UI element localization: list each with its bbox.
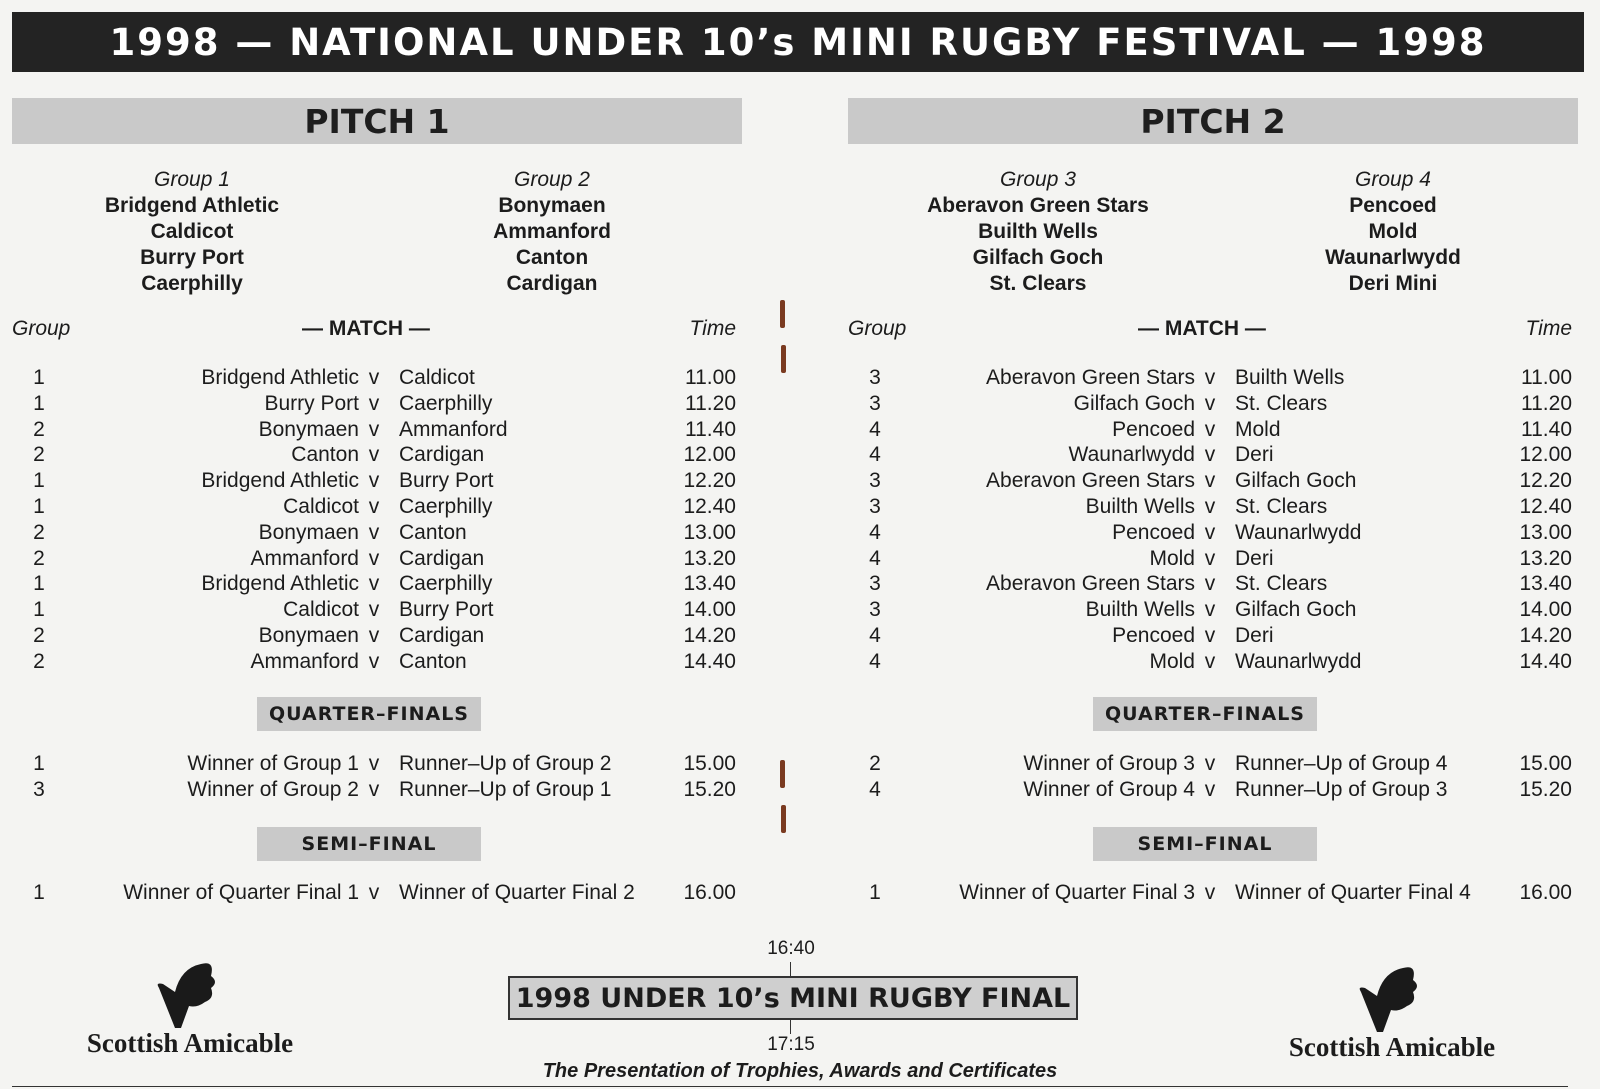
bottom-divider xyxy=(12,1086,1568,1087)
match-group: 3 xyxy=(869,598,881,622)
match-time: 12.00 xyxy=(1519,443,1572,467)
match-home-team: Gilfach Goch xyxy=(1073,391,1195,415)
match-time: 14.00 xyxy=(683,598,736,622)
match-home-team: Bridgend Athletic xyxy=(201,469,359,493)
match-away-team: Runner–Up of Group 3 xyxy=(1235,778,1448,801)
match-away-team: Cardigan xyxy=(399,443,485,467)
group-title: Group 3 xyxy=(1000,168,1076,191)
group-team: Cardigan xyxy=(506,272,598,295)
match-time: 14.40 xyxy=(1519,649,1572,673)
match-group: 2 xyxy=(33,520,45,544)
semi-final-header: SEMI–FINAL xyxy=(1093,827,1317,861)
match-away-team: Cardigan xyxy=(399,546,485,570)
match-versus: v xyxy=(1204,649,1216,673)
match-time: 13.20 xyxy=(683,546,736,570)
quarter-finals-header: QUARTER–FINALS xyxy=(257,697,481,731)
match-away-team: Winner of Quarter Final 4 xyxy=(1235,881,1471,904)
group-team: Waunarlwydd xyxy=(1325,246,1461,269)
match-away-team: Burry Port xyxy=(399,598,494,622)
match-away-team: Winner of Quarter Final 2 xyxy=(399,881,635,904)
match-away-team: Deri xyxy=(1235,443,1274,467)
fixture-row xyxy=(12,520,742,546)
fixture-row xyxy=(848,546,1578,572)
sponsor-name: Scottish Amicable xyxy=(86,1028,294,1058)
match-home-team: Aberavon Green Stars xyxy=(986,572,1195,596)
match-versus: v xyxy=(368,572,380,596)
match-versus: v xyxy=(1204,495,1216,518)
match-away-team: Deri xyxy=(1235,624,1274,647)
fixture-row xyxy=(848,520,1578,546)
fixture-row xyxy=(848,391,1578,417)
match-versus: v xyxy=(1204,520,1216,544)
match-versus: v xyxy=(368,520,380,544)
match-group: 2 xyxy=(33,649,45,673)
final-end-time: 17:15 xyxy=(767,1034,815,1055)
group-team: Ammanford xyxy=(493,220,611,243)
semi-final-row xyxy=(848,880,1578,906)
match-away-team: Burry Port xyxy=(399,469,494,493)
match-home-team: Caldicot xyxy=(283,598,359,622)
column-header-match: — MATCH — xyxy=(1138,317,1266,340)
match-home-team: Bonymaen xyxy=(258,520,359,544)
match-home-team: Builth Wells xyxy=(1085,598,1195,622)
match-time: 16.00 xyxy=(683,881,736,904)
match-away-team: Mold xyxy=(1235,417,1281,441)
semi-final-header: SEMI–FINAL xyxy=(257,827,481,861)
match-group: 1 xyxy=(33,469,45,493)
match-group: 1 xyxy=(33,572,45,596)
match-home-team: Winner of Group 2 xyxy=(187,778,359,801)
fixture-row xyxy=(12,417,742,443)
match-time: 14.40 xyxy=(683,649,736,673)
match-time: 12.00 xyxy=(683,443,736,467)
match-group: 4 xyxy=(869,546,881,570)
final-match-box xyxy=(508,976,1078,1020)
match-versus: v xyxy=(368,649,380,673)
match-group: 3 xyxy=(33,778,45,801)
match-versus: v xyxy=(368,391,380,415)
match-group: 3 xyxy=(869,366,881,389)
match-home-team: Bonymaen xyxy=(258,417,359,441)
match-away-team: Gilfach Goch xyxy=(1235,598,1357,622)
final-match-label: 1998 UNDER 10’s MINI RUGBY FINAL xyxy=(515,982,1071,1014)
group-team: Bridgend Athletic xyxy=(104,194,280,217)
scottish-amicable-logo-icon xyxy=(145,958,235,1030)
match-away-team: Builth Wells xyxy=(1235,366,1345,389)
group-team: Caldicot xyxy=(150,220,234,243)
match-away-team: St. Clears xyxy=(1235,391,1328,415)
match-time: 13.00 xyxy=(1519,520,1572,544)
match-home-team: Caldicot xyxy=(283,495,359,518)
match-group: 1 xyxy=(869,881,881,904)
match-away-team: Canton xyxy=(399,520,467,544)
match-versus: v xyxy=(1204,598,1216,622)
match-away-team: Canton xyxy=(399,649,467,673)
match-home-team: Pencoed xyxy=(1112,520,1195,544)
match-time: 15.20 xyxy=(1519,778,1572,801)
match-versus: v xyxy=(368,624,380,647)
column-header-group: Group xyxy=(848,317,907,340)
pitch-1-header: PITCH 1 xyxy=(12,98,742,144)
staple-mark xyxy=(780,760,785,788)
match-versus: v xyxy=(1204,443,1216,467)
group-1-list xyxy=(12,167,372,297)
match-away-team: Cardigan xyxy=(399,624,485,647)
match-versus: v xyxy=(368,881,380,904)
match-time: 11.40 xyxy=(685,417,736,441)
match-time: 14.20 xyxy=(1519,624,1572,647)
timeline-tick xyxy=(790,962,791,976)
match-versus: v xyxy=(368,417,380,441)
sponsor-logo-right xyxy=(1272,962,1512,1072)
match-home-team: Winner of Group 1 xyxy=(187,752,359,775)
match-group: 1 xyxy=(33,366,45,389)
match-versus: v xyxy=(1204,572,1216,596)
group-team: Deri Mini xyxy=(1348,272,1438,295)
fixture-row xyxy=(848,417,1578,443)
match-group: 2 xyxy=(33,624,45,647)
group-team: St. Clears xyxy=(989,272,1087,295)
fixture-row xyxy=(12,365,742,391)
presentation-note: The Presentation of Trophies, Awards and Certificates xyxy=(542,1060,1058,1082)
match-home-team: Winner of Group 4 xyxy=(1023,778,1195,801)
group-4-list xyxy=(1213,167,1573,297)
fixture-row xyxy=(848,494,1578,520)
match-versus: v xyxy=(368,366,380,389)
match-versus: v xyxy=(368,778,380,801)
match-time: 11.00 xyxy=(685,366,736,389)
match-versus: v xyxy=(1204,624,1216,647)
match-time: 16.00 xyxy=(1519,881,1572,904)
match-home-team: Bridgend Athletic xyxy=(201,572,359,596)
fixture-row xyxy=(12,494,742,520)
group-2-list xyxy=(372,167,732,297)
group-title: Group 2 xyxy=(514,168,590,191)
match-group: 1 xyxy=(33,752,45,775)
fixture-row xyxy=(12,468,742,494)
staple-mark xyxy=(781,805,786,833)
match-away-team: Caerphilly xyxy=(399,391,493,415)
quarter-final-row xyxy=(848,777,1578,803)
fixture-row xyxy=(12,597,742,623)
scottish-amicable-logo-icon xyxy=(1347,962,1437,1034)
match-group: 2 xyxy=(33,443,45,467)
fixture-row xyxy=(12,546,742,572)
semi-final-row xyxy=(12,880,742,906)
match-home-team: Ammanford xyxy=(250,546,359,570)
match-group: 2 xyxy=(33,417,45,441)
fixture-row xyxy=(848,442,1578,468)
match-versus: v xyxy=(368,546,380,570)
festival-title-banner xyxy=(12,12,1584,72)
match-home-team: Winner of Quarter Final 3 xyxy=(959,881,1195,904)
match-away-team: Runner–Up of Group 2 xyxy=(399,752,612,775)
fixture-row xyxy=(848,649,1578,675)
match-group: 4 xyxy=(869,520,881,544)
group-team: Bonymaen xyxy=(498,194,606,217)
fixture-row xyxy=(12,391,742,417)
match-group: 4 xyxy=(869,624,881,647)
match-versus: v xyxy=(368,495,380,518)
match-home-team: Builth Wells xyxy=(1085,495,1195,518)
match-home-team: Waunarlwydd xyxy=(1068,443,1195,467)
match-away-team: St. Clears xyxy=(1235,572,1328,596)
match-away-team: Runner–Up of Group 4 xyxy=(1235,752,1448,775)
fixture-row xyxy=(12,442,742,468)
match-time: 15.00 xyxy=(1519,752,1572,775)
match-away-team: Deri xyxy=(1235,546,1274,570)
match-group: 1 xyxy=(33,881,45,904)
group-team: Pencoed xyxy=(1349,194,1437,217)
group-team: Builth Wells xyxy=(978,220,1098,243)
match-group: 3 xyxy=(869,572,881,596)
match-time: 15.00 xyxy=(683,752,736,775)
match-home-team: Aberavon Green Stars xyxy=(986,469,1195,493)
match-away-team: Caerphilly xyxy=(399,572,493,596)
match-time: 13.40 xyxy=(1519,572,1572,596)
sponsor-name: Scottish Amicable xyxy=(1288,1032,1496,1062)
match-versus: v xyxy=(1204,391,1216,415)
match-time: 12.40 xyxy=(1519,495,1572,518)
match-time: 13.00 xyxy=(683,520,736,544)
match-home-team: Mold xyxy=(1149,649,1195,673)
match-versus: v xyxy=(1204,417,1216,441)
column-header-group: Group xyxy=(12,317,71,340)
match-home-team: Aberavon Green Stars xyxy=(986,366,1195,389)
fixture-row xyxy=(848,571,1578,597)
match-home-team: Burry Port xyxy=(264,391,359,415)
fixture-row xyxy=(12,571,742,597)
column-header-time: Time xyxy=(689,317,736,340)
match-time: 15.20 xyxy=(683,778,736,801)
festival-title: 1998 — NATIONAL UNDER 10’s MINI RUGBY FESTIVAL — 1998 xyxy=(109,20,1487,64)
group-team: Caerphilly xyxy=(141,272,243,295)
quarter-finals-header: QUARTER–FINALS xyxy=(1093,697,1317,731)
match-versus: v xyxy=(1204,778,1216,801)
match-group: 1 xyxy=(33,391,45,415)
match-time: 12.40 xyxy=(683,495,736,518)
match-versus: v xyxy=(368,598,380,622)
match-time: 14.00 xyxy=(1519,598,1572,622)
group-title: Group 4 xyxy=(1355,168,1431,191)
match-home-team: Pencoed xyxy=(1112,417,1195,441)
match-group: 3 xyxy=(869,495,881,518)
fixture-row xyxy=(12,649,742,675)
match-away-team: St. Clears xyxy=(1235,495,1328,518)
match-home-team: Bridgend Athletic xyxy=(201,366,359,389)
fixture-row xyxy=(12,623,742,649)
match-group: 4 xyxy=(869,417,881,441)
match-versus: v xyxy=(1204,469,1216,493)
staple-mark xyxy=(780,300,785,328)
match-time: 12.20 xyxy=(683,469,736,493)
match-away-team: Caerphilly xyxy=(399,495,493,518)
fixture-row xyxy=(848,468,1578,494)
final-start-time: 16:40 xyxy=(767,938,815,959)
match-away-team: Ammanford xyxy=(399,417,508,441)
match-versus: v xyxy=(1204,881,1216,904)
match-time: 14.20 xyxy=(683,624,736,647)
match-time: 11.20 xyxy=(685,391,736,415)
fixture-row xyxy=(848,597,1578,623)
match-versus: v xyxy=(368,752,380,775)
sponsor-logo-left xyxy=(70,958,310,1068)
group-team: Burry Port xyxy=(140,246,244,269)
match-home-team: Pencoed xyxy=(1112,624,1195,647)
match-time: 13.20 xyxy=(1519,546,1572,570)
group-team: Aberavon Green Stars xyxy=(927,194,1149,217)
match-group: 2 xyxy=(869,752,881,775)
group-team: Canton xyxy=(515,246,589,269)
quarter-final-row xyxy=(12,751,742,777)
match-group: 4 xyxy=(869,649,881,673)
match-away-team: Waunarlwydd xyxy=(1235,520,1362,544)
match-home-team: Mold xyxy=(1149,546,1195,570)
match-home-team: Winner of Quarter Final 1 xyxy=(123,881,359,904)
column-header-time: Time xyxy=(1525,317,1572,340)
match-group: 3 xyxy=(869,469,881,493)
quarter-final-row xyxy=(12,777,742,803)
group-3-list xyxy=(858,167,1218,297)
group-team: Mold xyxy=(1368,220,1418,243)
match-away-team: Runner–Up of Group 1 xyxy=(399,778,612,801)
fixture-row xyxy=(848,365,1578,391)
match-group: 4 xyxy=(869,778,881,801)
match-group: 4 xyxy=(869,443,881,467)
match-home-team: Ammanford xyxy=(250,649,359,673)
match-time: 11.20 xyxy=(1521,391,1572,415)
quarter-final-row xyxy=(848,751,1578,777)
match-versus: v xyxy=(1204,546,1216,570)
match-group: 2 xyxy=(33,546,45,570)
match-time: 11.40 xyxy=(1521,417,1572,441)
match-away-team: Waunarlwydd xyxy=(1235,649,1362,673)
group-team: Gilfach Goch xyxy=(972,246,1104,269)
pitch-1-section xyxy=(12,95,742,1050)
match-home-team: Bonymaen xyxy=(258,624,359,647)
match-versus: v xyxy=(1204,366,1216,389)
match-home-team: Winner of Group 3 xyxy=(1023,752,1195,775)
match-away-team: Caldicot xyxy=(399,366,475,389)
column-header-match: — MATCH — xyxy=(302,317,430,340)
staple-mark xyxy=(781,345,786,373)
group-title: Group 1 xyxy=(154,168,230,191)
match-versus: v xyxy=(1204,752,1216,775)
match-time: 13.40 xyxy=(683,572,736,596)
match-group: 1 xyxy=(33,495,45,518)
match-versus: v xyxy=(368,443,380,467)
pitch-2-section xyxy=(848,95,1578,1050)
match-versus: v xyxy=(368,469,380,493)
match-home-team: Canton xyxy=(291,443,359,467)
match-group: 3 xyxy=(869,391,881,415)
match-away-team: Gilfach Goch xyxy=(1235,469,1357,493)
timeline-tick xyxy=(790,1020,791,1034)
match-group: 1 xyxy=(33,598,45,622)
match-time: 12.20 xyxy=(1519,469,1572,493)
fixture-row xyxy=(848,623,1578,649)
match-time: 11.00 xyxy=(1521,366,1572,389)
pitch-2-header: PITCH 2 xyxy=(848,98,1578,144)
